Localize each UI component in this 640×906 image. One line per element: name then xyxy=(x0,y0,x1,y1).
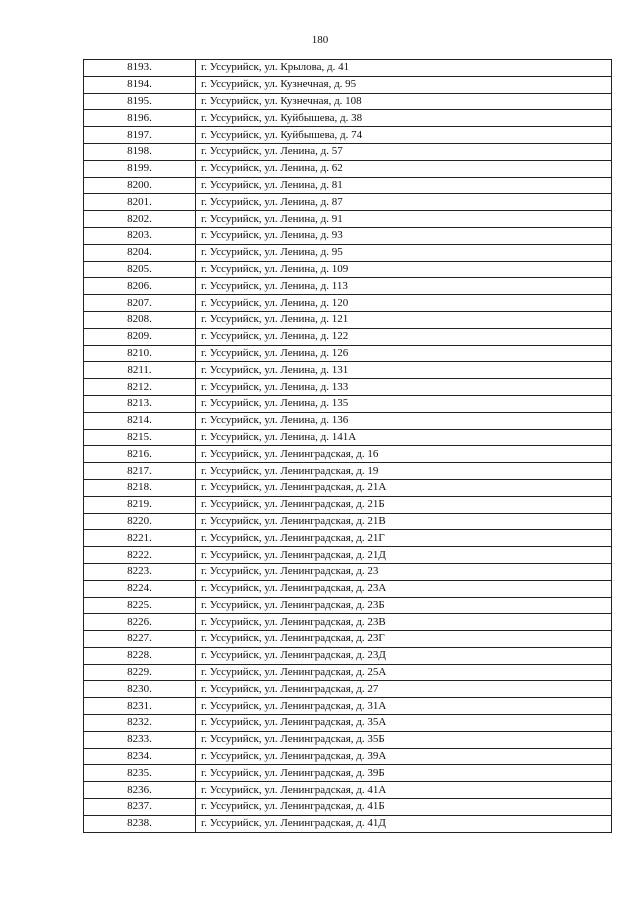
row-number: 8202. xyxy=(84,211,196,228)
row-number: 8222. xyxy=(84,547,196,564)
row-number: 8217. xyxy=(84,463,196,480)
address-table xyxy=(83,59,612,833)
row-address: г. Уссурийск, ул. Крылова, д. 41 xyxy=(196,60,612,77)
row-address: г. Уссурийск, ул. Ленинградская, д. 41Б xyxy=(196,799,612,816)
row-address: г. Уссурийск, ул. Ленинградская, д. 23А xyxy=(196,580,612,597)
row-address: г. Уссурийск, ул. Ленина, д. 126 xyxy=(196,345,612,362)
row-address: г. Уссурийск, ул. Ленина, д. 95 xyxy=(196,244,612,261)
row-number: 8216. xyxy=(84,446,196,463)
row-number: 8219. xyxy=(84,496,196,513)
row-address: г. Уссурийск, ул. Ленинградская, д. 23 xyxy=(196,563,612,580)
row-address: г. Уссурийск, ул. Ленинградская, д. 27 xyxy=(196,681,612,698)
table-row xyxy=(84,446,612,463)
row-address: г. Уссурийск, ул. Ленинградская, д. 21Д xyxy=(196,547,612,564)
row-address: г. Уссурийск, ул. Ленинградская, д. 25А xyxy=(196,664,612,681)
table-row xyxy=(84,143,612,160)
row-number: 8227. xyxy=(84,631,196,648)
table-row xyxy=(84,244,612,261)
row-number: 8214. xyxy=(84,412,196,429)
row-address: г. Уссурийск, ул. Ленина, д. 62 xyxy=(196,160,612,177)
table-row xyxy=(84,160,612,177)
row-address: г. Уссурийск, ул. Ленина, д. 109 xyxy=(196,261,612,278)
table-row xyxy=(84,227,612,244)
row-number: 8201. xyxy=(84,194,196,211)
row-number: 8234. xyxy=(84,748,196,765)
table-row xyxy=(84,563,612,580)
row-address: г. Уссурийск, ул. Ленина, д. 141А xyxy=(196,429,612,446)
table-row xyxy=(84,580,612,597)
row-address: г. Уссурийск, ул. Ленинградская, д. 21В xyxy=(196,513,612,530)
row-address: г. Уссурийск, ул. Ленина, д. 121 xyxy=(196,311,612,328)
row-address: г. Уссурийск, ул. Ленинградская, д. 23Б xyxy=(196,597,612,614)
row-address: г. Уссурийск, ул. Ленинградская, д. 41А xyxy=(196,782,612,799)
row-address: г. Уссурийск, ул. Ленинградская, д. 31А xyxy=(196,698,612,715)
table-row xyxy=(84,127,612,144)
row-address: г. Уссурийск, ул. Ленина, д. 131 xyxy=(196,362,612,379)
row-number: 8206. xyxy=(84,278,196,295)
row-number: 8218. xyxy=(84,479,196,496)
row-address: г. Уссурийск, ул. Ленина, д. 93 xyxy=(196,227,612,244)
row-number: 8197. xyxy=(84,127,196,144)
page-number: 180 xyxy=(311,34,329,46)
row-address: г. Уссурийск, ул. Ленинградская, д. 39Б xyxy=(196,765,612,782)
row-address: г. Уссурийск, ул. Куйбышева, д. 74 xyxy=(196,127,612,144)
row-number: 8200. xyxy=(84,177,196,194)
table-row xyxy=(84,765,612,782)
table-row xyxy=(84,647,612,664)
table-row xyxy=(84,698,612,715)
table-row xyxy=(84,412,612,429)
row-number: 8238. xyxy=(84,815,196,832)
row-number: 8220. xyxy=(84,513,196,530)
row-number: 8215. xyxy=(84,429,196,446)
row-number: 8196. xyxy=(84,110,196,127)
row-number: 8231. xyxy=(84,698,196,715)
row-number: 8208. xyxy=(84,311,196,328)
row-address: г. Уссурийск, ул. Ленина, д. 122 xyxy=(196,328,612,345)
row-number: 8199. xyxy=(84,160,196,177)
table-row xyxy=(84,782,612,799)
table-row xyxy=(84,614,612,631)
row-number: 8204. xyxy=(84,244,196,261)
row-number: 8212. xyxy=(84,379,196,396)
table-row xyxy=(84,463,612,480)
table-row xyxy=(84,395,612,412)
table-row xyxy=(84,362,612,379)
table-row xyxy=(84,631,612,648)
row-address: г. Уссурийск, ул. Ленинградская, д. 23Г xyxy=(196,631,612,648)
row-address: г. Уссурийск, ул. Ленинградская, д. 35Б xyxy=(196,731,612,748)
row-number: 8205. xyxy=(84,261,196,278)
table-row xyxy=(84,748,612,765)
row-number: 8236. xyxy=(84,782,196,799)
row-address: г. Уссурийск, ул. Ленина, д. 81 xyxy=(196,177,612,194)
row-number: 8223. xyxy=(84,563,196,580)
row-address: г. Уссурийск, ул. Кузнечная, д. 108 xyxy=(196,93,612,110)
table-row xyxy=(84,261,612,278)
row-number: 8194. xyxy=(84,76,196,93)
table-row xyxy=(84,715,612,732)
row-number: 8230. xyxy=(84,681,196,698)
table-row xyxy=(84,530,612,547)
row-address: г. Уссурийск, ул. Ленина, д. 133 xyxy=(196,379,612,396)
row-number: 8209. xyxy=(84,328,196,345)
row-number: 8224. xyxy=(84,580,196,597)
row-number: 8207. xyxy=(84,295,196,312)
row-number: 8221. xyxy=(84,530,196,547)
row-address: г. Уссурийск, ул. Ленина, д. 87 xyxy=(196,194,612,211)
row-address: г. Уссурийск, ул. Кузнечная, д. 95 xyxy=(196,76,612,93)
row-number: 8198. xyxy=(84,143,196,160)
row-address: г. Уссурийск, ул. Ленина, д. 113 xyxy=(196,278,612,295)
row-address: г. Уссурийск, ул. Ленинградская, д. 35А xyxy=(196,715,612,732)
row-number: 8233. xyxy=(84,731,196,748)
row-address: г. Уссурийск, ул. Ленинградская, д. 21Б xyxy=(196,496,612,513)
table-row xyxy=(84,597,612,614)
table-row xyxy=(84,76,612,93)
row-address: г. Уссурийск, ул. Ленина, д. 91 xyxy=(196,211,612,228)
row-number: 8210. xyxy=(84,345,196,362)
table-row xyxy=(84,681,612,698)
row-address: г. Уссурийск, ул. Ленинградская, д. 19 xyxy=(196,463,612,480)
table-row xyxy=(84,93,612,110)
table-row xyxy=(84,177,612,194)
table-row xyxy=(84,496,612,513)
table-row xyxy=(84,110,612,127)
row-number: 8235. xyxy=(84,765,196,782)
table-row xyxy=(84,513,612,530)
row-address: г. Уссурийск, ул. Ленина, д. 57 xyxy=(196,143,612,160)
row-address: г. Уссурийск, ул. Ленина, д. 136 xyxy=(196,412,612,429)
table-row xyxy=(84,328,612,345)
row-number: 8211. xyxy=(84,362,196,379)
table-row xyxy=(84,311,612,328)
table-row xyxy=(84,194,612,211)
address-table-body xyxy=(84,60,612,833)
row-address: г. Уссурийск, ул. Ленина, д. 120 xyxy=(196,295,612,312)
table-row xyxy=(84,345,612,362)
row-number: 8225. xyxy=(84,597,196,614)
row-address: г. Уссурийск, ул. Ленинградская, д. 16 xyxy=(196,446,612,463)
table-row xyxy=(84,211,612,228)
table-row xyxy=(84,479,612,496)
row-number: 8195. xyxy=(84,93,196,110)
row-address: г. Уссурийск, ул. Ленинградская, д. 23Д xyxy=(196,647,612,664)
row-number: 8193. xyxy=(84,60,196,77)
table-row xyxy=(84,379,612,396)
row-address: г. Уссурийск, ул. Ленинградская, д. 21Г xyxy=(196,530,612,547)
row-number: 8226. xyxy=(84,614,196,631)
row-address: г. Уссурийск, ул. Куйбышева, д. 38 xyxy=(196,110,612,127)
table-row xyxy=(84,664,612,681)
row-address: г. Уссурийск, ул. Ленинградская, д. 23В xyxy=(196,614,612,631)
row-address: г. Уссурийск, ул. Ленинградская, д. 21А xyxy=(196,479,612,496)
row-address: г. Уссурийск, ул. Ленинградская, д. 41Д xyxy=(196,815,612,832)
table-row xyxy=(84,295,612,312)
table-row xyxy=(84,60,612,77)
row-number: 8237. xyxy=(84,799,196,816)
table-row xyxy=(84,547,612,564)
table-row xyxy=(84,731,612,748)
table-row xyxy=(84,429,612,446)
row-number: 8232. xyxy=(84,715,196,732)
row-number: 8203. xyxy=(84,227,196,244)
row-number: 8213. xyxy=(84,395,196,412)
row-address: г. Уссурийск, ул. Ленинградская, д. 39А xyxy=(196,748,612,765)
table-row xyxy=(84,815,612,832)
row-address: г. Уссурийск, ул. Ленина, д. 135 xyxy=(196,395,612,412)
table-row xyxy=(84,278,612,295)
table-row xyxy=(84,799,612,816)
row-number: 8229. xyxy=(84,664,196,681)
row-number: 8228. xyxy=(84,647,196,664)
